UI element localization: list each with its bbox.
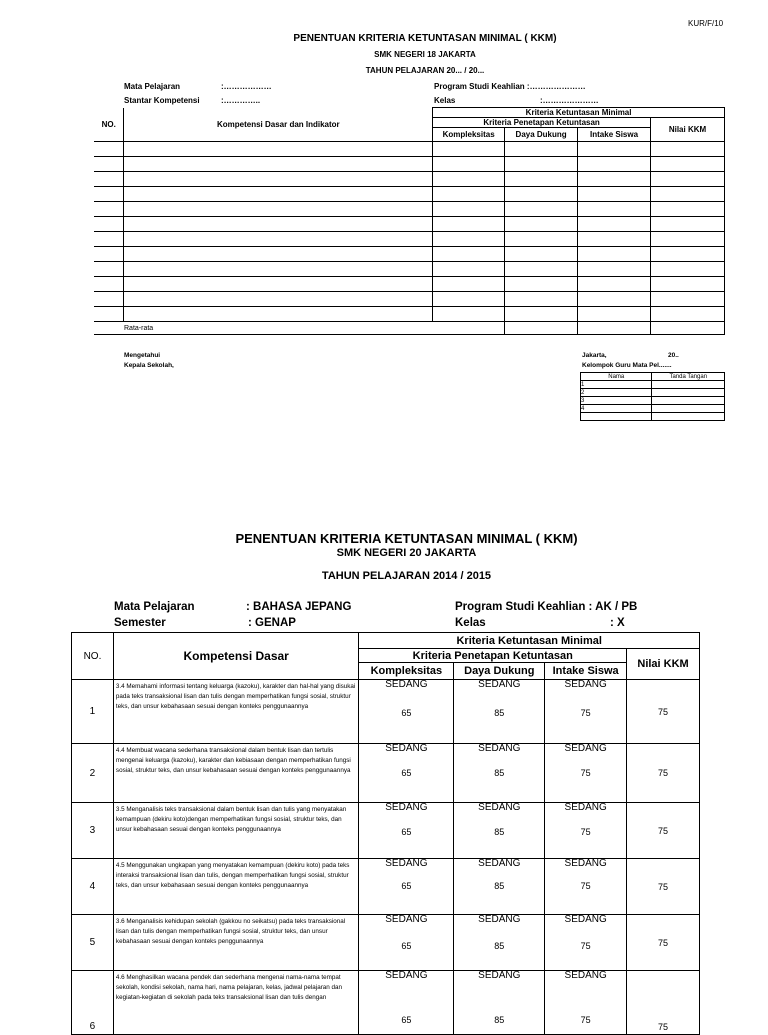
row-intake-value: 75 — [580, 708, 591, 718]
row-kompleksitas-value: 65 — [401, 881, 412, 891]
page1-kkm-group-header: Kriteria Ketuntasan Minimal — [433, 108, 725, 118]
page2-school: SMK NEGERI 20 JAKARTA — [336, 547, 477, 559]
page1-year: TAHUN PELAJARAN 20... / 20... — [365, 66, 485, 75]
sig-row-no: 4 — [581, 405, 652, 413]
sig-row-no: 3 — [581, 397, 652, 405]
row-daya-dukung-value: 85 — [494, 708, 505, 718]
table-row — [94, 277, 725, 292]
page2-mapel-label: Mata Pelajaran — [114, 601, 195, 613]
row-nilai-kkm: 75 — [627, 915, 700, 971]
group-label: Kelompok Guru Mata Pel....... — [582, 362, 672, 369]
row-intake-value: 75 — [580, 1015, 591, 1025]
table-row — [94, 142, 725, 157]
table-row — [581, 413, 725, 421]
table-row — [581, 405, 725, 413]
row-kompleksitas — [359, 803, 454, 859]
row-no: 6 — [72, 971, 114, 1035]
row-no: 2 — [72, 744, 114, 803]
row-daya-dukung — [454, 915, 545, 971]
page1-kompleksitas-header: Kompleksitas — [433, 128, 505, 142]
table-row — [94, 262, 725, 277]
row-daya-dukung-level: SEDANG — [478, 970, 521, 981]
row-kompleksitas-value: 65 — [401, 941, 412, 951]
row-kd: 3.5 Menganalisis teks transaksional dalam bentuk lisan dan tulis yang menyatakan kemampuan (dekiru koto)dengan memperhatikan fungsi sosial, struktur teks, dan unsur kebahasaan sesuai dengan konteks penggunaannya — [113, 803, 359, 859]
table-row — [94, 157, 725, 172]
table-row — [581, 381, 725, 389]
row-daya-dukung — [454, 680, 545, 744]
page1-kd-header: Kompetensi Dasar dan Indikator — [124, 108, 433, 142]
rata-rata-label: Rata-rata — [94, 322, 433, 335]
row-nilai-kkm: 75 — [627, 971, 700, 1035]
table-row — [72, 915, 700, 971]
form-code: KUR/F/10 — [688, 19, 724, 28]
table-row — [72, 859, 700, 915]
table-row — [94, 307, 725, 322]
signature-table — [580, 372, 725, 421]
row-intake-value: 75 — [580, 941, 591, 951]
sig-row-no — [581, 413, 652, 421]
row-daya-dukung-level: SEDANG — [478, 743, 521, 754]
page2-nilai-header: Nilai KKM — [627, 649, 700, 680]
row-intake — [545, 859, 627, 915]
row-nilai-kkm: 75 — [627, 744, 700, 803]
row-kompleksitas-value: 65 — [401, 768, 412, 778]
row-intake-level: SEDANG — [564, 914, 607, 925]
row-kompleksitas — [359, 915, 454, 971]
page2-kelas-label: Kelas — [455, 617, 486, 629]
page1-intake-header: Intake Siswa — [578, 128, 651, 142]
row-no: 4 — [72, 859, 114, 915]
row-daya-dukung-value: 85 — [494, 881, 505, 891]
table-row — [94, 217, 725, 232]
date-label: 20.. — [668, 352, 679, 359]
page1-no-header: NO. — [94, 108, 124, 142]
row-kompleksitas-level: SEDANG — [385, 802, 428, 813]
row-intake — [545, 803, 627, 859]
place-label: Jakarta, — [582, 352, 607, 359]
row-daya-dukung — [454, 744, 545, 803]
page2-program: Program Studi Keahlian : AK / PB — [455, 601, 638, 613]
table-row — [94, 232, 725, 247]
row-daya-dukung-value: 85 — [494, 941, 505, 951]
page1-mapel-value: :……………… — [221, 82, 272, 91]
row-intake — [545, 971, 627, 1035]
row-daya-dukung-level: SEDANG — [478, 802, 521, 813]
page2-no-header: NO. — [72, 633, 114, 680]
page1-daya-dukung-header: Daya Dukung — [505, 128, 578, 142]
ttd-header: Tanda Tangan — [652, 373, 725, 381]
page2-kompleksitas-header: Kompleksitas — [359, 663, 454, 680]
page2-kelas-value: : X — [610, 617, 625, 629]
row-kompleksitas-value: 65 — [401, 1015, 412, 1025]
row-intake-value: 75 — [580, 881, 591, 891]
row-kompleksitas-value: 65 — [401, 827, 412, 837]
row-kompleksitas-level: SEDANG — [385, 970, 428, 981]
table-row — [72, 803, 700, 859]
page1-kpk-group-header: Kriteria Penetapan Ketuntasan — [433, 118, 651, 128]
row-kompleksitas-level: SEDANG — [385, 914, 428, 925]
sig-row-no: 2 — [581, 389, 652, 397]
row-kompleksitas-level: SEDANG — [385, 858, 428, 869]
table-row — [72, 971, 700, 1035]
row-kompleksitas — [359, 744, 454, 803]
mengetahui-label: Mengetahui — [124, 352, 161, 359]
row-intake — [545, 744, 627, 803]
nama-header: Nama — [581, 373, 652, 381]
table-row — [72, 680, 700, 744]
row-intake-level: SEDANG — [564, 970, 607, 981]
row-kompleksitas — [359, 680, 454, 744]
page1-program: Program Studi Keahlian :………………… — [434, 82, 586, 91]
page2-kkm-group-header: Kriteria Ketuntasan Minimal — [359, 633, 700, 649]
row-no: 5 — [72, 915, 114, 971]
row-intake-level: SEDANG — [564, 858, 607, 869]
page1-kelas-value: :………………… — [540, 96, 599, 105]
page2-sem-value: : GENAP — [248, 617, 296, 629]
table-row — [94, 202, 725, 217]
row-daya-dukung-level: SEDANG — [478, 679, 521, 690]
row-intake — [545, 915, 627, 971]
page1-nilai-header: Nilai KKM — [651, 118, 725, 142]
row-nilai-kkm: 75 — [627, 859, 700, 915]
table-row — [581, 389, 725, 397]
row-no: 1 — [72, 680, 114, 744]
row-kompleksitas-level: SEDANG — [385, 679, 428, 690]
page2-mapel-value: : BAHASA JEPANG — [246, 601, 352, 613]
table-row — [94, 247, 725, 262]
page1-sk-label: Stantar Kompetensi — [124, 96, 200, 105]
page1-kelas-label: Kelas — [434, 96, 456, 105]
row-daya-dukung — [454, 859, 545, 915]
row-kd: 4.4 Membuat wacana sederhana transaksional dalam bentuk lisan dan tertulis mengenai keluarga (kazoku), karakter dan kebiasaan dengan memperhatikan fungsi sosial, struktur teks, dan unsur kebahasaan sesuai dengan konteks penggunaannya — [113, 744, 359, 803]
row-no: 3 — [72, 803, 114, 859]
page2-title: PENENTUAN KRITERIA KETUNTASAN MINIMAL ( KKM) — [235, 531, 578, 546]
row-intake — [545, 680, 627, 744]
row-daya-dukung — [454, 803, 545, 859]
page1-school: SMK NEGERI 18 JAKARTA — [374, 50, 476, 59]
page1-title: PENENTUAN KRITERIA KETUNTASAN MINIMAL ( KKM) — [293, 33, 557, 44]
row-kompleksitas-level: SEDANG — [385, 743, 428, 754]
page1-mapel-label: Mata Pelajaran — [124, 82, 181, 91]
sig-row-no: 1 — [581, 381, 652, 389]
page2-intake-header: Intake Siswa — [545, 663, 627, 680]
page2-kpk-group-header: Kriteria Penetapan Ketuntasan — [359, 649, 627, 663]
rata-rata-row — [94, 322, 725, 335]
row-kd: 3.6 Menganalisis kehidupan sekolah (gakkou no seikatsu) pada teks transaksional lisan dan tulis dengan memperhatikan fungsi sosial, struktur teks, dan unsur kebahasaan sesuai dengan konteks penggunaannya — [113, 915, 359, 971]
row-daya-dukung-value: 85 — [494, 827, 505, 837]
row-intake-level: SEDANG — [564, 743, 607, 754]
row-kd: 4.5 Menggunakan ungkapan yang menyatakan kemampuan (dekiru koto) pada teks interaksi transaksional lisan dan tulis, dengan memperhatikan fungsi sosial, struktur teks, dan unsur kebahasaan sesuai dengan konteks penggunaannya — [113, 859, 359, 915]
row-daya-dukung-level: SEDANG — [478, 858, 521, 869]
page2-sem-label: Semester — [114, 617, 166, 629]
row-kompleksitas — [359, 859, 454, 915]
row-intake-level: SEDANG — [564, 679, 607, 690]
page1-sk-value: :………….. — [221, 96, 261, 105]
page2-daya-dukung-header: Daya Dukung — [454, 663, 545, 680]
row-nilai-kkm: 75 — [627, 680, 700, 744]
row-kompleksitas-value: 65 — [401, 708, 412, 718]
table-row — [94, 292, 725, 307]
table-row — [581, 397, 725, 405]
row-nilai-kkm: 75 — [627, 803, 700, 859]
row-intake-value: 75 — [580, 768, 591, 778]
page2-year: TAHUN PELAJARAN 2014 / 2015 — [321, 570, 492, 582]
row-intake-value: 75 — [580, 827, 591, 837]
page1-kkm-table — [94, 107, 725, 335]
row-kd: 4.6 Menghasilkan wacana pendek dan sederhana mengenai nama-nama tempat sekolah, kondisi sekolah, nama hari, nama pelajaran, kelas, jadwal pelajaran dan kegiatan-kegiatan di sekolah pada teks transaksional lisan dan tulis dengan — [113, 971, 359, 1035]
row-daya-dukung — [454, 971, 545, 1035]
row-daya-dukung-value: 85 — [494, 1015, 505, 1025]
table-row — [72, 744, 700, 803]
row-daya-dukung-level: SEDANG — [478, 914, 521, 925]
row-kd: 3.4 Memahami informasi tentang keluarga (kazoku), karakter dan hal-hal yang disukai pada teks transaksional lisan dan tulis dengan memperhatikan fungsi sosial, struktur teks, dan unsur kebahasaan sesuai dengan konteks penggunaannya — [113, 680, 359, 744]
row-kompleksitas — [359, 971, 454, 1035]
kepsek-label: Kepala Sekolah, — [124, 362, 174, 369]
page2-kd-header: Kompetensi Dasar — [113, 633, 359, 680]
table-row — [94, 172, 725, 187]
row-intake-level: SEDANG — [564, 802, 607, 813]
row-daya-dukung-value: 85 — [494, 768, 505, 778]
page2-kkm-table — [71, 632, 700, 1035]
table-row — [94, 187, 725, 202]
